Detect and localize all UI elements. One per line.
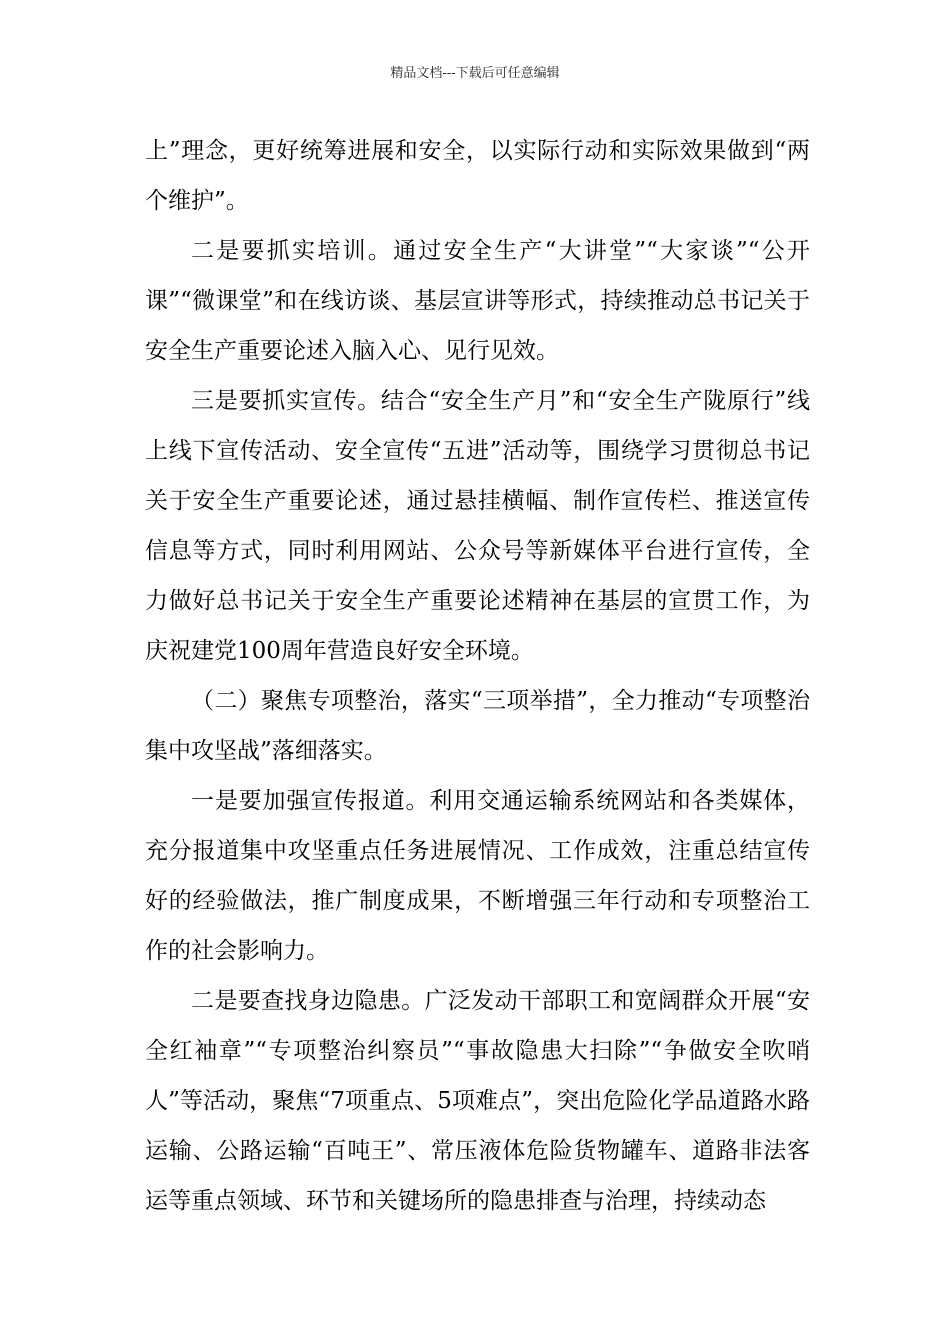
page-header: 精品文档---下载后可任意编辑 (390, 66, 560, 81)
paragraph-hazards: 二是要查找身边隐患。广泛发动干部职工和宽阔群众开展“安全红袖章”“专项整治纠察员”“事故隐患大扫除”“争做安全吹哨人”等活动，聚焦“7项重点、5项难点”，突出危险化学品道路水路运输、公路运输“百吨王”、常压液体危险货物罐车、道路非法客运等重点领域、环节和关键场所的隐患排查与治理，持续动态 (145, 988, 810, 1214)
paragraph-training: 二是要抓实培训。通过安全生产“大讲堂”“大家谈”“公开课”“微课堂”和在线访谈、基层宣讲等形式，持续推动总书记关于安全生产重要论述入脑入心、见行见效。 (145, 238, 810, 364)
paragraph-reporting: 一是要加强宣传报道。利用交通运输系统网站和各类媒体，充分报道集中攻坚重点任务进展情况、工作成效，注重总结宣传好的经验做法，推广制度成果，不断增强三年行动和专项整治工作的社会影响力。 (145, 788, 810, 964)
section-heading-special-rectification: （二）聚焦专项整治，落实“三项举措”，全力推动“专项整治集中攻坚战”落细落实。 (145, 688, 810, 764)
paragraph-publicity: 三是要抓实宣传。结合“安全生产月”和“安全生产陇原行”线上线下宣传活动、安全宣传“五进”活动等，围绕学习贯彻总书记关于安全生产重要论述，通过悬挂横幅、制作宣传栏、推送宣传信息等方式，同时利用网站、公众号等新媒体平台进行宣传，全力做好总书记关于安全生产重要论述精神在基层的宣贯工作，为庆祝建党100周年营造良好安全环境。 (145, 388, 810, 664)
paragraph-continuation: 上”理念，更好统筹进展和安全，以实际行动和实际效果做到“两个维护”。 (145, 138, 810, 214)
document-body (145, 126, 810, 1226)
